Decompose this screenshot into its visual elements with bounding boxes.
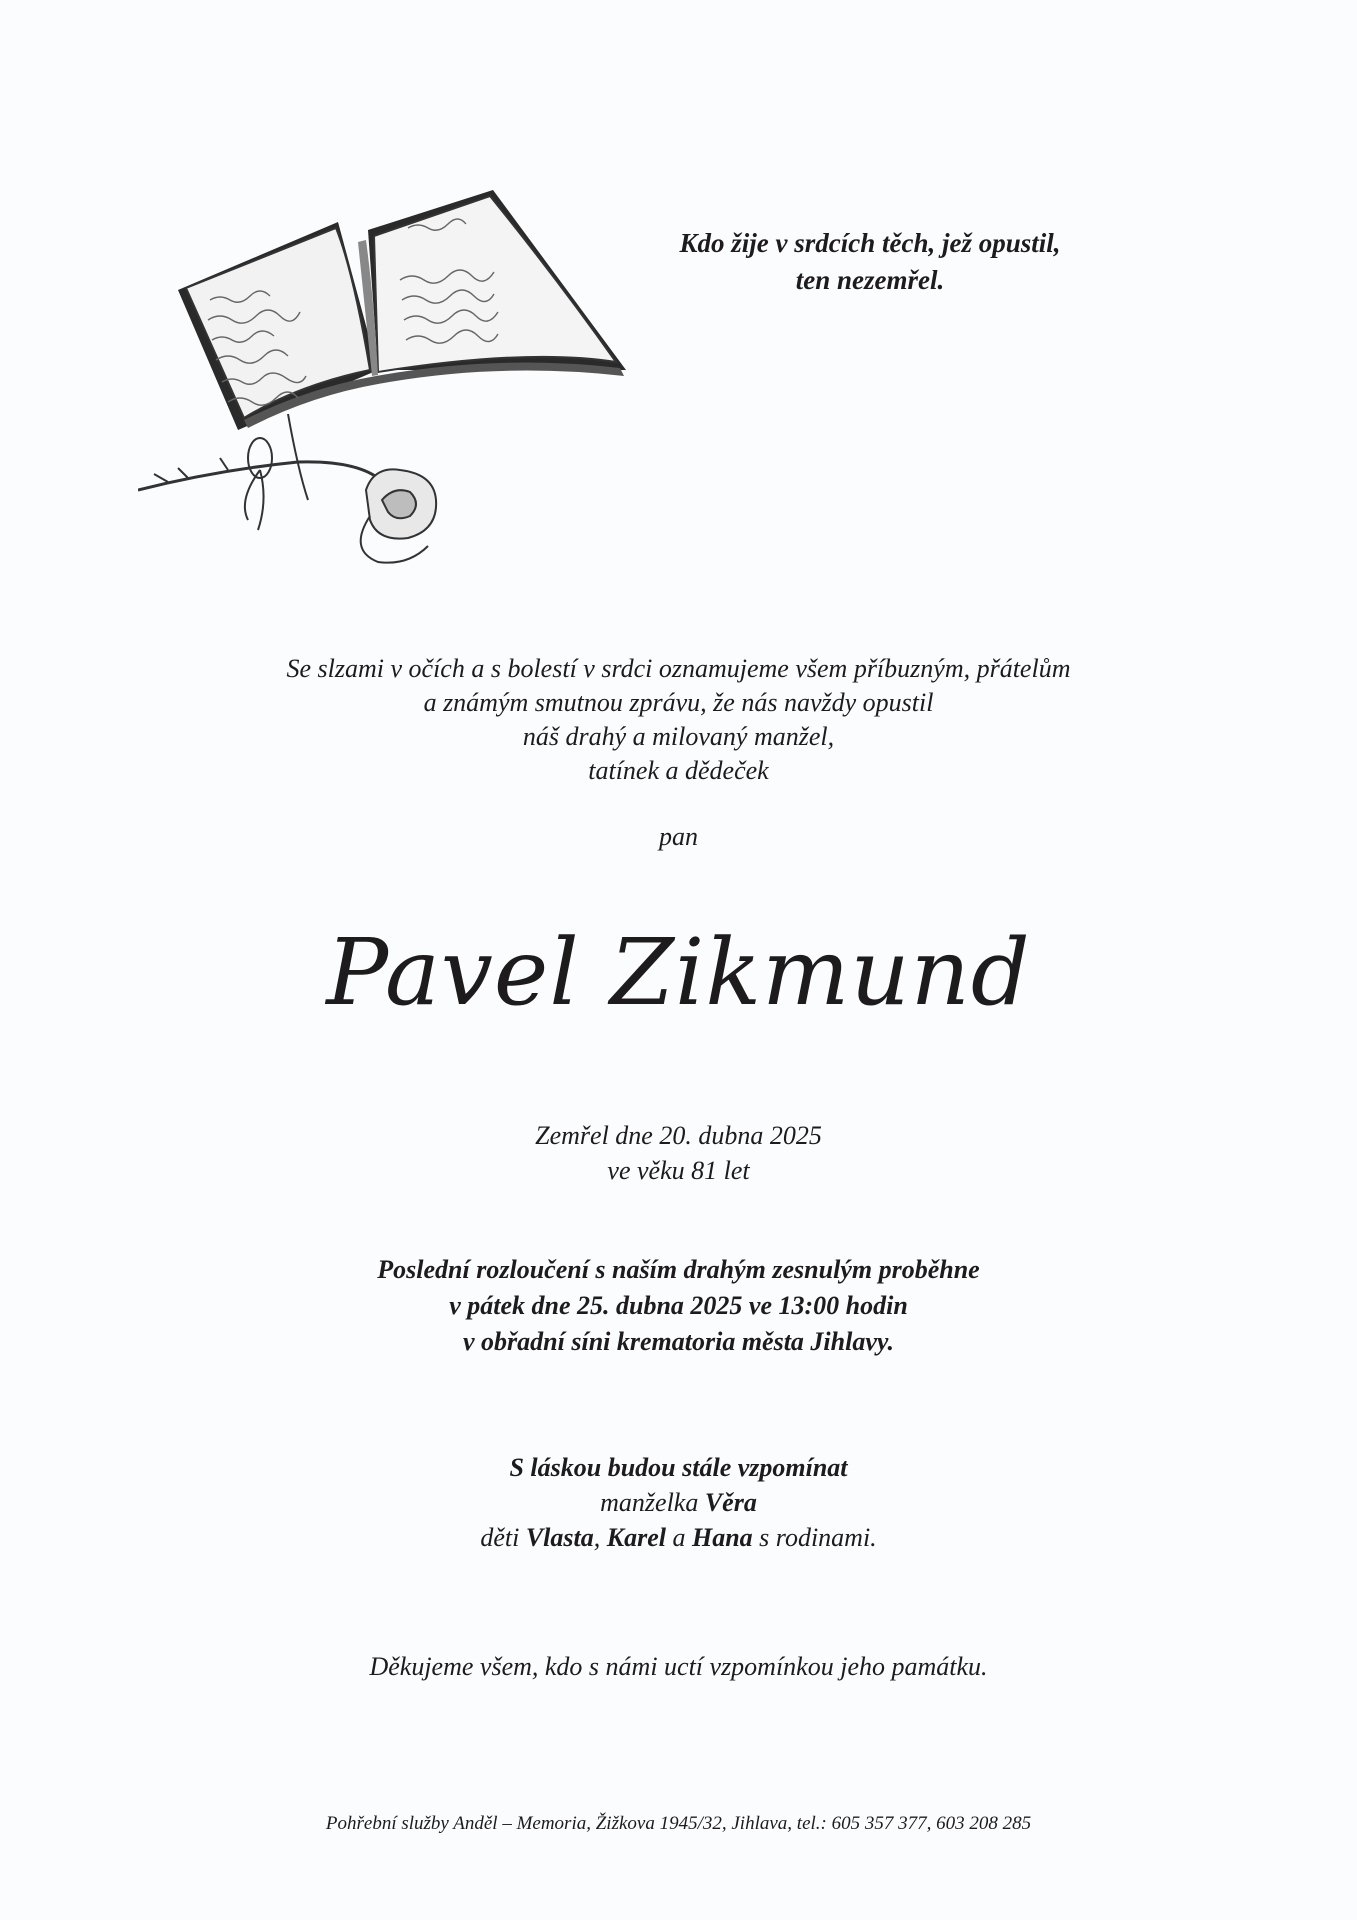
mourners-wife: [0, 1485, 1357, 1520]
open-book-with-rose-icon: [138, 170, 638, 590]
wife-name: Věra: [704, 1488, 757, 1517]
children-separator: ,: [593, 1523, 607, 1552]
death-age: ve věku 81 let: [607, 1156, 750, 1185]
child-name: Karel: [606, 1523, 666, 1552]
child-name: Hana: [691, 1523, 753, 1552]
children-separator: a: [665, 1523, 692, 1552]
child-name: Vlasta: [525, 1523, 594, 1552]
intro-line-4: tatínek a dědeček: [588, 756, 769, 785]
deceased-name: Pavel Zikmund: [326, 919, 1031, 1026]
motto-line-1: Kdo žije v srdcích těch, jež opustil,: [679, 228, 1061, 258]
motto-quote: [610, 225, 1130, 299]
death-details: [0, 1118, 1357, 1188]
children-suffix: s rodinami.: [752, 1523, 877, 1552]
announcement-text: [0, 652, 1357, 788]
intro-line-3: náš drahý a milovaný manžel,: [522, 722, 835, 751]
farewell-line-1: Poslední rozloučení s naším drahým zesnulým proběhne: [377, 1255, 980, 1284]
children-prefix: děti: [480, 1523, 526, 1552]
motto-line-2: ten nezemřel.: [795, 265, 945, 295]
intro-line-2: a známým smutnou zprávu, že nás navždy opustil: [423, 688, 934, 717]
funeral-service-footer: Pohřební služby Anděl – Memoria, Žižkova 1945/32, Jihlava, tel.: 605 357 377, 603 208 285: [325, 1813, 1032, 1834]
intro-line-1: Se slzami v očích a s bolestí v srdci oznamujeme všem příbuzným, přátelům: [286, 654, 1071, 683]
mourners-children: [0, 1520, 1357, 1555]
title-prefix: pan: [659, 822, 698, 851]
thanks-text: Děkujeme všem, kdo s námi uctí vzpomínkou jeho památku.: [369, 1652, 988, 1681]
farewell-line-2: v pátek dne 25. dubna 2025 ve 13:00 hodin: [449, 1291, 908, 1320]
wife-prefix: manželka: [600, 1488, 705, 1517]
death-date: Zemřel dne 20. dubna 2025: [535, 1121, 822, 1150]
mourners: [0, 1450, 1357, 1555]
farewell-details: [0, 1252, 1357, 1360]
mourners-heading: S láskou budou stále vzpomínat: [509, 1453, 848, 1482]
farewell-line-3: v obřadní síni krematoria města Jihlavy.: [463, 1327, 894, 1356]
